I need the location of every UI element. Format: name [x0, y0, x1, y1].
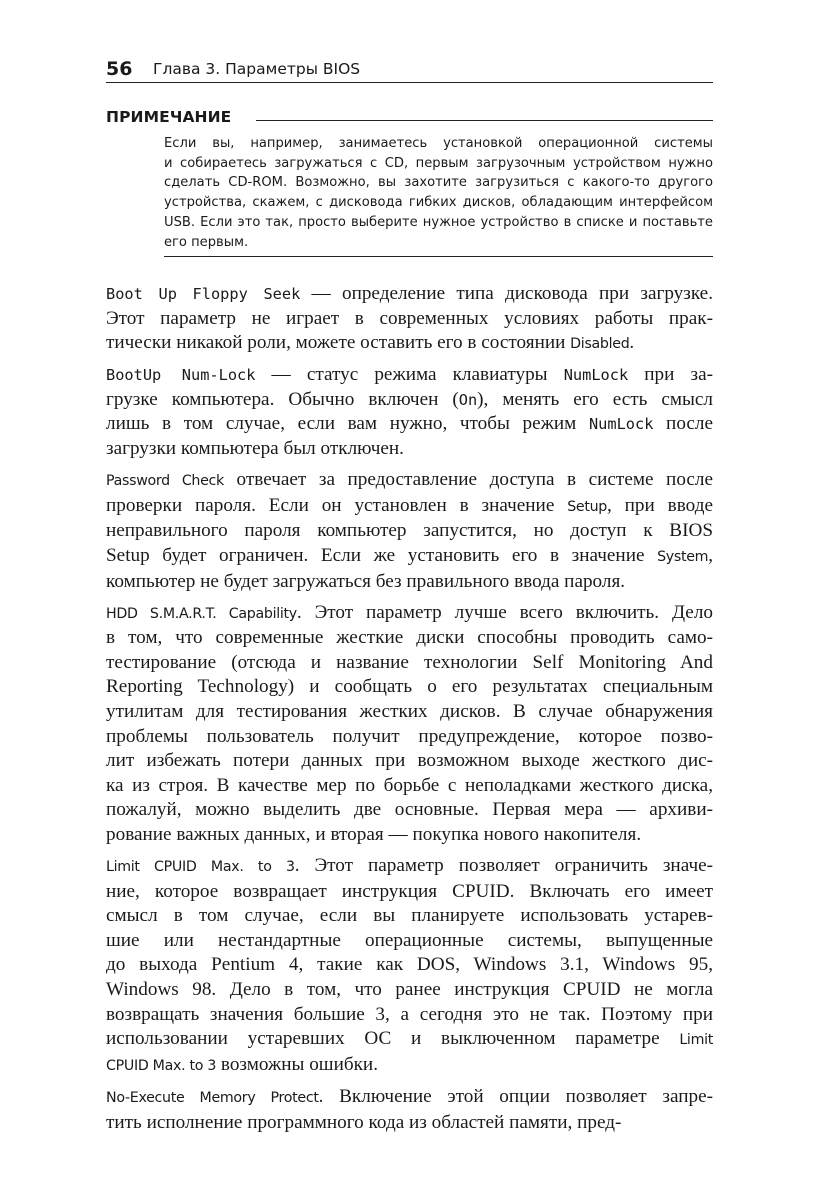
text-line: [106, 823, 713, 848]
parameter-name: NumLock: [588, 415, 654, 434]
text-line: [106, 978, 713, 1003]
note-line: и собираетесь загружаться с CD, первым загрузочным устройством нужно: [164, 155, 713, 171]
text-run: загрузки компьютера был отключен.: [106, 438, 404, 460]
note-line: USB. Если это так, просто выберите нужное устройство в списке и поставьте: [164, 214, 713, 230]
text-line: [106, 570, 713, 595]
text-run: ние, которое возвращает инструкция CPUID. Включать его имеет: [106, 880, 713, 902]
text-line: [106, 798, 713, 823]
parameter-name: Boot Up Floppy Seek: [106, 285, 301, 303]
body-text: [106, 282, 713, 1142]
text-line: [106, 854, 713, 880]
parameter-name: No-Execute Memory Protect: [106, 1089, 319, 1106]
parameter-name: Password Check: [106, 473, 224, 490]
running-header: [106, 56, 713, 83]
note-line: его первым.: [164, 234, 249, 250]
text-line: [106, 1003, 713, 1028]
text-line: [106, 1085, 713, 1111]
paragraph-limit-cpuid: [106, 854, 713, 1078]
text-run: ка из строя. В качестве мер по борьбе с неполадками жесткого диска,: [106, 774, 713, 796]
text-line: [106, 307, 713, 332]
text-run: грузке компьютера. Обычно включен (: [106, 388, 459, 410]
parameter-name: HDD S.M.A.R.T. Capability: [106, 605, 297, 622]
text-run: при за-: [628, 364, 713, 386]
text-line: [106, 363, 713, 388]
text-line: [106, 1111, 713, 1136]
text-line: [106, 626, 713, 651]
parameter-name: NumLock: [563, 366, 629, 385]
text-line: [106, 544, 713, 570]
text-run: компьютер не будет загружаться без правильного ввода пароля.: [106, 570, 626, 592]
text-run: до выхода Pentium 4, такие как DOS, Windows 3.1, Windows 95,: [106, 954, 713, 976]
text-run: отвечает за предоставление доступа в системе после: [223, 469, 713, 491]
text-line: [106, 774, 713, 799]
text-run: возвращать значения большие 3, а сегодня это не так. Поэтому при: [106, 1003, 713, 1025]
text-run: проблемы пользователь получит предупреждение, которое позво-: [106, 725, 713, 747]
text-run: тить исполнение программного кода из областей памяти, пред-: [106, 1111, 622, 1133]
note-bottom-rule: [164, 256, 713, 257]
text-line: [106, 282, 713, 307]
text-line: [106, 700, 713, 725]
text-run: — статус режима клавиатуры: [255, 364, 564, 386]
text-run: Этот параметр не играет в современных условиях работы прак-: [106, 307, 713, 329]
text-run: шие или нестандартные операционные системы, выпущенные: [106, 929, 713, 951]
text-run: рование важных данных, и вторая — покупка нового накопителя.: [106, 823, 642, 845]
text-run: ,: [708, 544, 713, 566]
text-run: .: [629, 332, 635, 354]
text-run: — определение типа дисковода при загрузке.: [300, 283, 713, 304]
note-line: устройства, скажем, с дисковода гибких дисков, обладающим интерфейсом: [164, 195, 713, 211]
text-run: тически никакой роли, можете оставить его в состоянии: [106, 332, 571, 354]
text-line: [106, 880, 713, 905]
text-line: [106, 1027, 713, 1053]
text-run: утилитам для тестирования жестких дисков. В случае обнаружения: [106, 701, 713, 722]
text-line: [106, 601, 713, 627]
text-line: [106, 331, 713, 357]
text-run: тестирование (отсюда и название технологии Self Monitoring And: [106, 651, 713, 673]
parameter-name: Limit CPUID Max. to 3: [106, 859, 295, 876]
parameter-name: CPUID Max. to 3: [106, 1057, 217, 1074]
page-number: 56: [106, 58, 133, 80]
chapter-title: Глава 3. Параметры BIOS: [153, 60, 361, 78]
text-line: [106, 675, 713, 700]
note-top-rule: [256, 120, 713, 121]
text-run: неправильного пароля компьютер запустится, но доступ к BIOS: [106, 520, 713, 542]
text-run: Setup будет ограничен. Если же установить его в значение: [106, 544, 658, 566]
text-run: лит избежать потери данных при возможном выходе жесткого дис-: [106, 750, 713, 772]
text-run: использовании устаревших ОС и выключенном параметре: [106, 1028, 680, 1050]
parameter-name: Disabled: [570, 336, 630, 353]
text-run: . Этот параметр лучше всего включить. Дело: [296, 601, 713, 623]
parameter-name: On: [458, 390, 478, 409]
parameter-name: Setup: [567, 498, 607, 515]
text-run: лишь в том случае, если вам нужно, чтобы режим: [106, 413, 589, 435]
text-line: [106, 1053, 713, 1079]
text-line: [106, 725, 713, 750]
note-title: ПРИМЕЧАНИЕ: [106, 108, 232, 126]
note-line: Если вы, например, занимаетесь установкой операционной системы: [164, 136, 713, 151]
paragraph-password-check: [106, 468, 713, 594]
note-line: сделать CD-ROM. Возможно, вы захотите загрузиться с какого-то другого: [164, 175, 713, 191]
text-run: пожалуй, можно выделить две основные. Первая мера — архиви-: [106, 799, 713, 821]
text-run: смысл в том случае, если вы планируете использовать устарев-: [106, 905, 713, 927]
text-line: [106, 468, 713, 494]
text-run: Reporting Technology) и сообщать о его результатах специальным: [106, 676, 713, 698]
text-run: . Этот параметр позволяет ограничить значе-: [294, 855, 713, 877]
text-run: возможны ошибки.: [216, 1053, 378, 1075]
parameter-name: System: [657, 548, 709, 565]
text-line: [106, 412, 713, 437]
text-line: [106, 904, 713, 929]
parameter-name: BootUp Num-Lock: [106, 366, 256, 385]
text-run: в том, что современные жесткие диски способны проводить само-: [106, 627, 713, 649]
note-box: [106, 108, 713, 257]
text-run: ), менять его есть смысл: [477, 388, 713, 410]
text-line: [106, 749, 713, 774]
text-line: [106, 651, 713, 676]
parameter-name: Limit: [679, 1032, 713, 1049]
text-run: проверки пароля. Если он установлен в значение: [106, 494, 568, 516]
text-run: Windows 98. Дело в том, что ранее инструкция CPUID не могла: [106, 979, 713, 1001]
text-line: [106, 929, 713, 954]
paragraph-no-execute-memory-protect: [106, 1085, 713, 1135]
text-run: . Включение этой опции позволяет запре-: [318, 1085, 713, 1107]
paragraph-bootup-num-lock: [106, 363, 713, 461]
text-line: [106, 494, 713, 520]
text-line: [106, 519, 713, 544]
text-run: после: [653, 413, 714, 435]
paragraph-boot-up-floppy-seek: [106, 282, 713, 357]
text-line: [106, 953, 713, 978]
note-body: [164, 134, 713, 252]
text-line: [106, 437, 713, 462]
text-line: [106, 388, 713, 413]
paragraph-hdd-smart-capability: [106, 601, 713, 848]
text-run: , при вводе: [607, 494, 713, 516]
